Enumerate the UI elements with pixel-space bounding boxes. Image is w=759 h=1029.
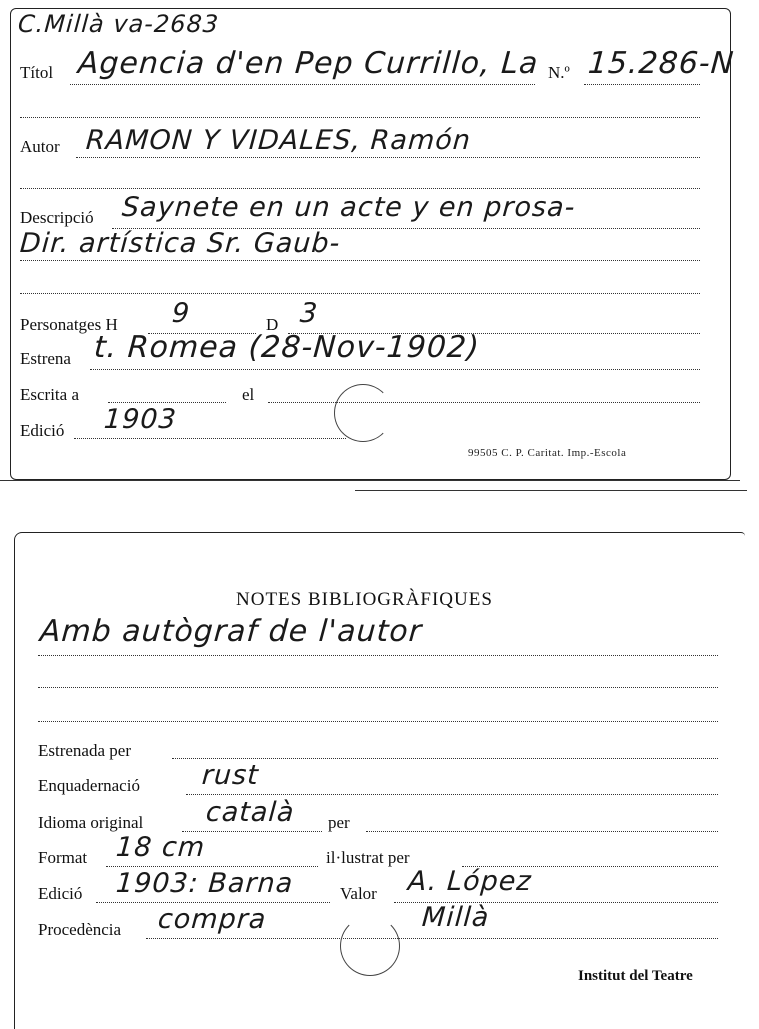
edicio2-line — [96, 902, 330, 903]
valor-value: A. López — [406, 866, 533, 897]
punch-hole — [334, 384, 392, 442]
blank-line — [20, 188, 700, 189]
personatges-d-value: 3 — [298, 298, 320, 329]
edicio-label: Edició — [20, 421, 65, 440]
titol-label: Títol — [20, 63, 54, 82]
idioma-label: Idioma original — [38, 813, 144, 832]
numero-value: 15.286-N — [586, 46, 736, 81]
estrena-line — [90, 369, 700, 370]
enquadernacio-line — [186, 794, 718, 795]
numero-label: N.º — [548, 63, 570, 82]
numero-line — [584, 84, 700, 85]
edicio2-value: 1903: Barna — [114, 868, 295, 899]
illustrat-label: il·lustrat per — [326, 848, 410, 867]
notes-line-1 — [38, 655, 718, 656]
escrita-line — [108, 402, 226, 403]
format-label: Format — [38, 848, 88, 867]
edicio-line — [74, 438, 346, 439]
titol-value: Agencia d'en Pep Currillo, La — [76, 46, 540, 81]
idioma-value: català — [204, 797, 296, 828]
notes-heading: NOTES BIBLIOGRÀFIQUES — [236, 589, 493, 610]
idioma-per-line — [366, 831, 718, 832]
procedencia-line — [146, 938, 718, 939]
titol-line — [70, 84, 535, 85]
procedencia-value: compra — [156, 904, 268, 935]
escrita-label: Escrita a — [20, 385, 79, 404]
el-label: el — [242, 385, 255, 404]
notes-line-2 — [38, 687, 718, 688]
format-value: 18 cm — [114, 832, 207, 863]
procedencia-label: Procedència — [38, 920, 122, 939]
card-edge-shadow — [355, 490, 747, 491]
punch-hole — [340, 916, 400, 976]
blank-line — [20, 117, 700, 118]
descripcio-label: Descripció — [20, 208, 94, 227]
descripcio-value-line2: Dir. artística Sr. Gaub- — [18, 228, 342, 259]
format-line — [106, 866, 318, 867]
notes-value: Amb autògraf de l'autor — [38, 614, 424, 649]
edicio2-label: Edició — [38, 884, 83, 903]
personatges-label: Personatges H — [20, 315, 118, 334]
descripcio-line-2 — [20, 260, 700, 261]
estrenada-label: Estrenada per — [38, 741, 131, 760]
autor-line — [76, 157, 700, 158]
edicio-value: 1903 — [102, 404, 178, 435]
autor-label: Autor — [20, 137, 60, 156]
printer-imprint: 99505 C. P. Caritat. Imp.-Escola — [468, 447, 627, 459]
card-edge — [0, 480, 740, 481]
institution-footer: Institut del Teatre — [578, 968, 693, 984]
autor-value: RAMON Y VIDALES, Ramón — [84, 125, 473, 156]
estrena-value: t. Romea (28-Nov-1902) — [92, 330, 481, 365]
estrena-label: Estrena — [20, 349, 71, 368]
personatges-d-label: D — [266, 315, 279, 334]
idioma-per-label: per — [328, 813, 350, 832]
blank-line — [20, 293, 700, 294]
enquadernacio-value: rust — [200, 760, 260, 791]
notes-line-3 — [38, 721, 718, 722]
procedencia-extra: Millà — [420, 902, 491, 933]
personatges-h-value: 9 — [170, 298, 192, 329]
el-line — [268, 402, 700, 403]
archive-reference: C.Millà va-2683 — [17, 10, 221, 38]
valor-label: Valor — [340, 884, 377, 903]
enquadernacio-label: Enquadernació — [38, 776, 140, 795]
descripcio-value-line1: Saynete en un acte y en prosa- — [120, 192, 577, 223]
estrenada-line — [172, 758, 718, 759]
